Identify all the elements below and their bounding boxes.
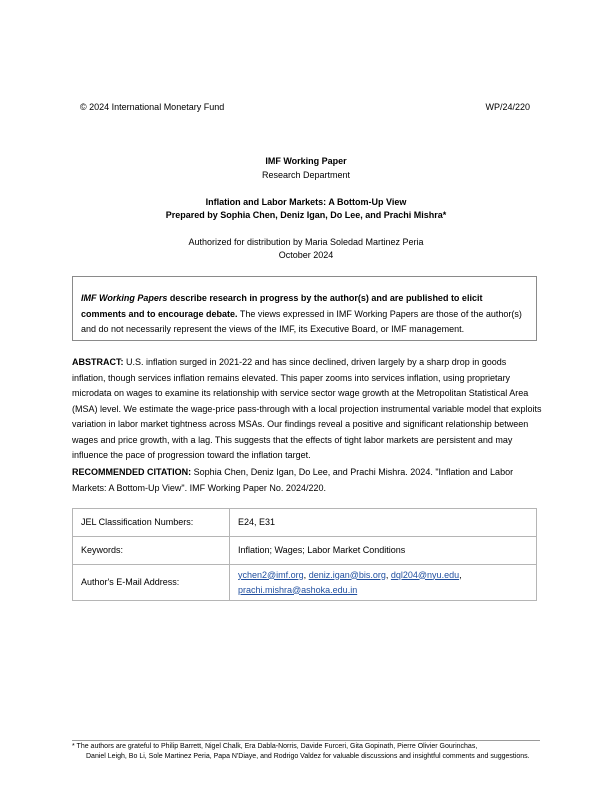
table-row <box>73 565 537 601</box>
series-title: IMF Working Paper <box>265 156 347 166</box>
disclaimer-box <box>72 276 537 341</box>
footnote-line-1: * The authors are grateful to Philip Barrett, Nigel Chalk, Era Dabla-Norris, Davide Furceri, Gita Gopinath, Pierre Olivier Gourinchas, <box>72 743 478 750</box>
copyright-notice: © 2024 International Monetary Fund <box>80 102 225 112</box>
abstract-label: ABSTRACT: <box>72 357 124 367</box>
keywords-label: Keywords: <box>73 537 230 565</box>
table-row <box>73 537 537 565</box>
jel-label: JEL Classification Numbers: <box>73 509 230 537</box>
department: Research Department <box>261 170 351 180</box>
footnote-divider <box>72 740 540 741</box>
disclaimer-text <box>81 291 528 338</box>
publication-date: October 2024 <box>278 250 334 260</box>
email-label: Author's E-Mail Address: <box>73 565 230 601</box>
email-link-igan[interactable]: deniz.igan@bis.org <box>308 569 386 580</box>
table-row <box>73 509 537 537</box>
citation-text: Sophia Chen, Deniz Igan, Do Lee, and Prachi Mishra. 2024. "Inflation and Labor Markets: A Bottom-Up View". IMF Working Paper No. 2024/220. <box>72 467 514 493</box>
email-value: ychen2@imf.org, deniz.igan@bis.org, dql204@nyu.edu, prachi.mishra@ashoka.edu.in <box>230 565 537 601</box>
disclaimer-bold-text: describe research in progress by the author(s) and are published to elicit comments and to encourage debate. <box>81 293 483 319</box>
email-link-mishra[interactable]: prachi.mishra@ashoka.edu.in <box>238 584 358 595</box>
keywords-value: Inflation; Wages; Labor Market Conditions <box>230 537 537 565</box>
jel-value: E24, E31 <box>230 509 537 537</box>
abstract-paragraph <box>72 355 542 464</box>
email-link-chen[interactable]: ychen2@imf.org <box>238 569 304 580</box>
abstract-text: U.S. inflation surged in 2021-22 and has since declined, driven largely by a sharp drop in goods inflation, though services inflation remains elevated. This paper zooms into services inflation, using proprietary microdata on wages to examine its relationship with service sector wage growth at the Metropolitan Statistical Area (MSA) level. We estimate the wage-price pass-through with a local projection instrumental variable model that exploits variation in labor market tightness across MSAs. Our findings reveal a positive and significant relationship between wages and price growth, with a lag. This suggests that the effects of tight labor markets are persistent and may influence the pace of progression toward the inflation target. <box>72 357 542 460</box>
paper-number: WP/24/220 <box>485 102 530 112</box>
citation-label: RECOMMENDED CITATION: <box>72 467 192 477</box>
authorized-line: Authorized for distribution by Maria Soledad Martinez Peria <box>188 237 424 247</box>
citation-paragraph <box>72 465 542 496</box>
disclaimer-regular-text: The views expressed in IMF Working Papers are those of the author(s) and do not necessarily represent the views of the IMF, its Executive Board, or IMF management. <box>81 308 522 334</box>
authors-line: Prepared by Sophia Chen, Deniz Igan, Do Lee, and Prachi Mishra* <box>165 210 447 220</box>
footnote <box>72 742 540 761</box>
email-link-lee[interactable]: dql204@nyu.edu <box>390 569 460 580</box>
classification-table <box>72 508 537 601</box>
disclaimer-series-name: IMF Working Papers <box>81 293 168 303</box>
footnote-line-2: Daniel Leigh, Bo Li, Sole Martinez Peria, Papa N'Diaye, and Rodrigo Valdez for valuable discussions and insightful comments and suggestions. <box>86 752 530 760</box>
paper-title: Inflation and Labor Markets: A Bottom-Up View <box>205 197 407 207</box>
